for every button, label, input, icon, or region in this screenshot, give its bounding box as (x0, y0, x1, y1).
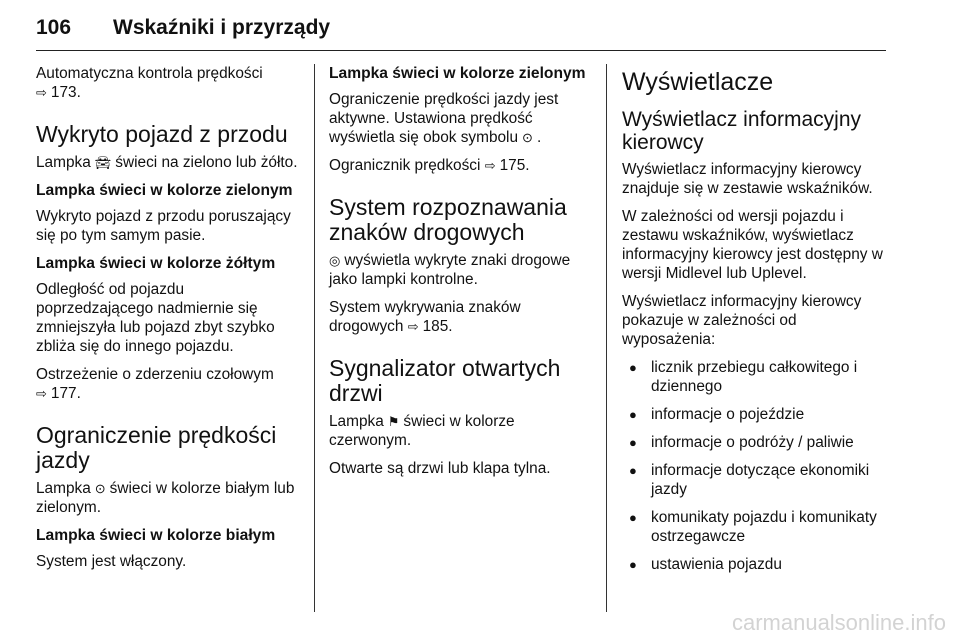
column-1 (36, 64, 301, 580)
list-item: ● licznik przebiegu całkowitego i dziennego (622, 358, 890, 396)
paragraph: Lampka ⚑ świeci w kolorze czerwonym. (329, 413, 515, 449)
column-3 (622, 64, 890, 583)
car-front-icon: 🚘︎ (94, 155, 112, 170)
paragraph: W zależności od wersji pojazdu i zestawu wskaźników, wyświetlacz informacyjny kierowcy jest dostępny w wersji Midlevel lub Uplevel. (622, 208, 883, 282)
page-ref-arrow-icon: ⇨ (36, 85, 47, 100)
page-ref[interactable]: 175. (499, 157, 530, 174)
paragraph: Ogranicznik prędkości ⇨ 175. (329, 157, 530, 174)
paragraph: Wyświetlacz informacyjny kierowcy znajduje się w zestawie wskaźników. (622, 161, 873, 197)
list-item: ● ustawienia pojazdu (622, 555, 890, 574)
paragraph: System jest włączony. (36, 553, 187, 570)
paragraph: ◎ wyświetla wykryte znaki drogowe jako lampki kontrolne. (329, 252, 571, 288)
paragraph: Ostrzeżenie o zderzeniu czołowym ⇨ 177. (36, 366, 274, 402)
intro-paragraph: Automatyczna kontrola prędkości ⇨ 173. (36, 65, 263, 101)
subheading: Lampka świeci w kolorze zielonym (329, 65, 586, 82)
paragraph: Lampka ⊙ świeci w kolorze białym lub zielonym. (36, 480, 295, 516)
paragraph: Otwarte są drzwi lub klapa tylna. (329, 460, 551, 477)
paragraph: Odległość od pojazdu poprzedzającego nadmiernie się zmniejszyła lub pojazd zbyt szybko zbliża się do innego pojazdu. (36, 281, 275, 355)
section-subtitle: Wyświetlacz informacyjny kierowcy (622, 108, 862, 154)
paragraph: Lampka 🚘︎ świeci na zielono lub żółto. (36, 154, 298, 171)
chapter-section-title: Wyświetlacze (622, 68, 774, 96)
traffic-sign-icon: ◎ (329, 253, 341, 268)
page-ref[interactable]: 185. (422, 318, 453, 335)
section-title: Sygnalizator otwartych drzwi (329, 355, 561, 406)
feature-list (622, 358, 890, 574)
paragraph: System wykrywania znaków drogowych ⇨ 185. (329, 299, 521, 335)
speed-limiter-icon: ⊙ (94, 481, 106, 496)
list-item: ● komunikaty pojazdu i komunikaty ostrzegawcze (622, 508, 890, 546)
paragraph: Ograniczenie prędkości jazdy jest aktywne. Ustawiona prędkość wyświetla się obok symbolu ⊙ . (329, 91, 559, 146)
page-ref-arrow-icon: ⇨ (407, 319, 419, 334)
door-open-icon: ⚑ (387, 414, 400, 429)
list-item: ● informacje o pojeździe (622, 405, 890, 424)
subheading: Lampka świeci w kolorze białym (36, 527, 276, 544)
chapter-title: Wskaźniki i przyrządy (113, 16, 331, 39)
page-header (36, 12, 886, 51)
page-ref-arrow-icon: ⇨ (484, 158, 496, 173)
page-ref[interactable]: 173. (50, 84, 81, 101)
paragraph: Wykryto pojazd z przodu poruszający się po tym samym pasie. (36, 208, 291, 244)
paragraph: Wyświetlacz informacyjny kierowcy pokazuje w zależności od wyposażenia: (622, 293, 862, 348)
list-item: ● informacje o podróży / paliwie (622, 433, 890, 452)
list-item: ● informacje dotyczące ekonomiki jazdy (622, 461, 890, 499)
speed-limiter-icon: ⊙ (522, 130, 533, 145)
section-title: Ograniczenie prędkości jazdy (36, 422, 277, 473)
column-2 (329, 64, 591, 487)
column-divider (606, 64, 607, 612)
section-title: Wykryto pojazd z przodu (36, 121, 288, 147)
page-number: 106 (36, 16, 72, 39)
subheading: Lampka świeci w kolorze żółtym (36, 255, 276, 272)
section-title: System rozpoznawania znaków drogowych (329, 194, 567, 245)
page-ref-arrow-icon: ⇨ (36, 386, 47, 401)
watermark: carmanualsonline.info (731, 610, 946, 635)
column-divider (314, 64, 315, 612)
subheading: Lampka świeci w kolorze zielonym (36, 182, 293, 199)
page-ref[interactable]: 177. (50, 385, 81, 402)
